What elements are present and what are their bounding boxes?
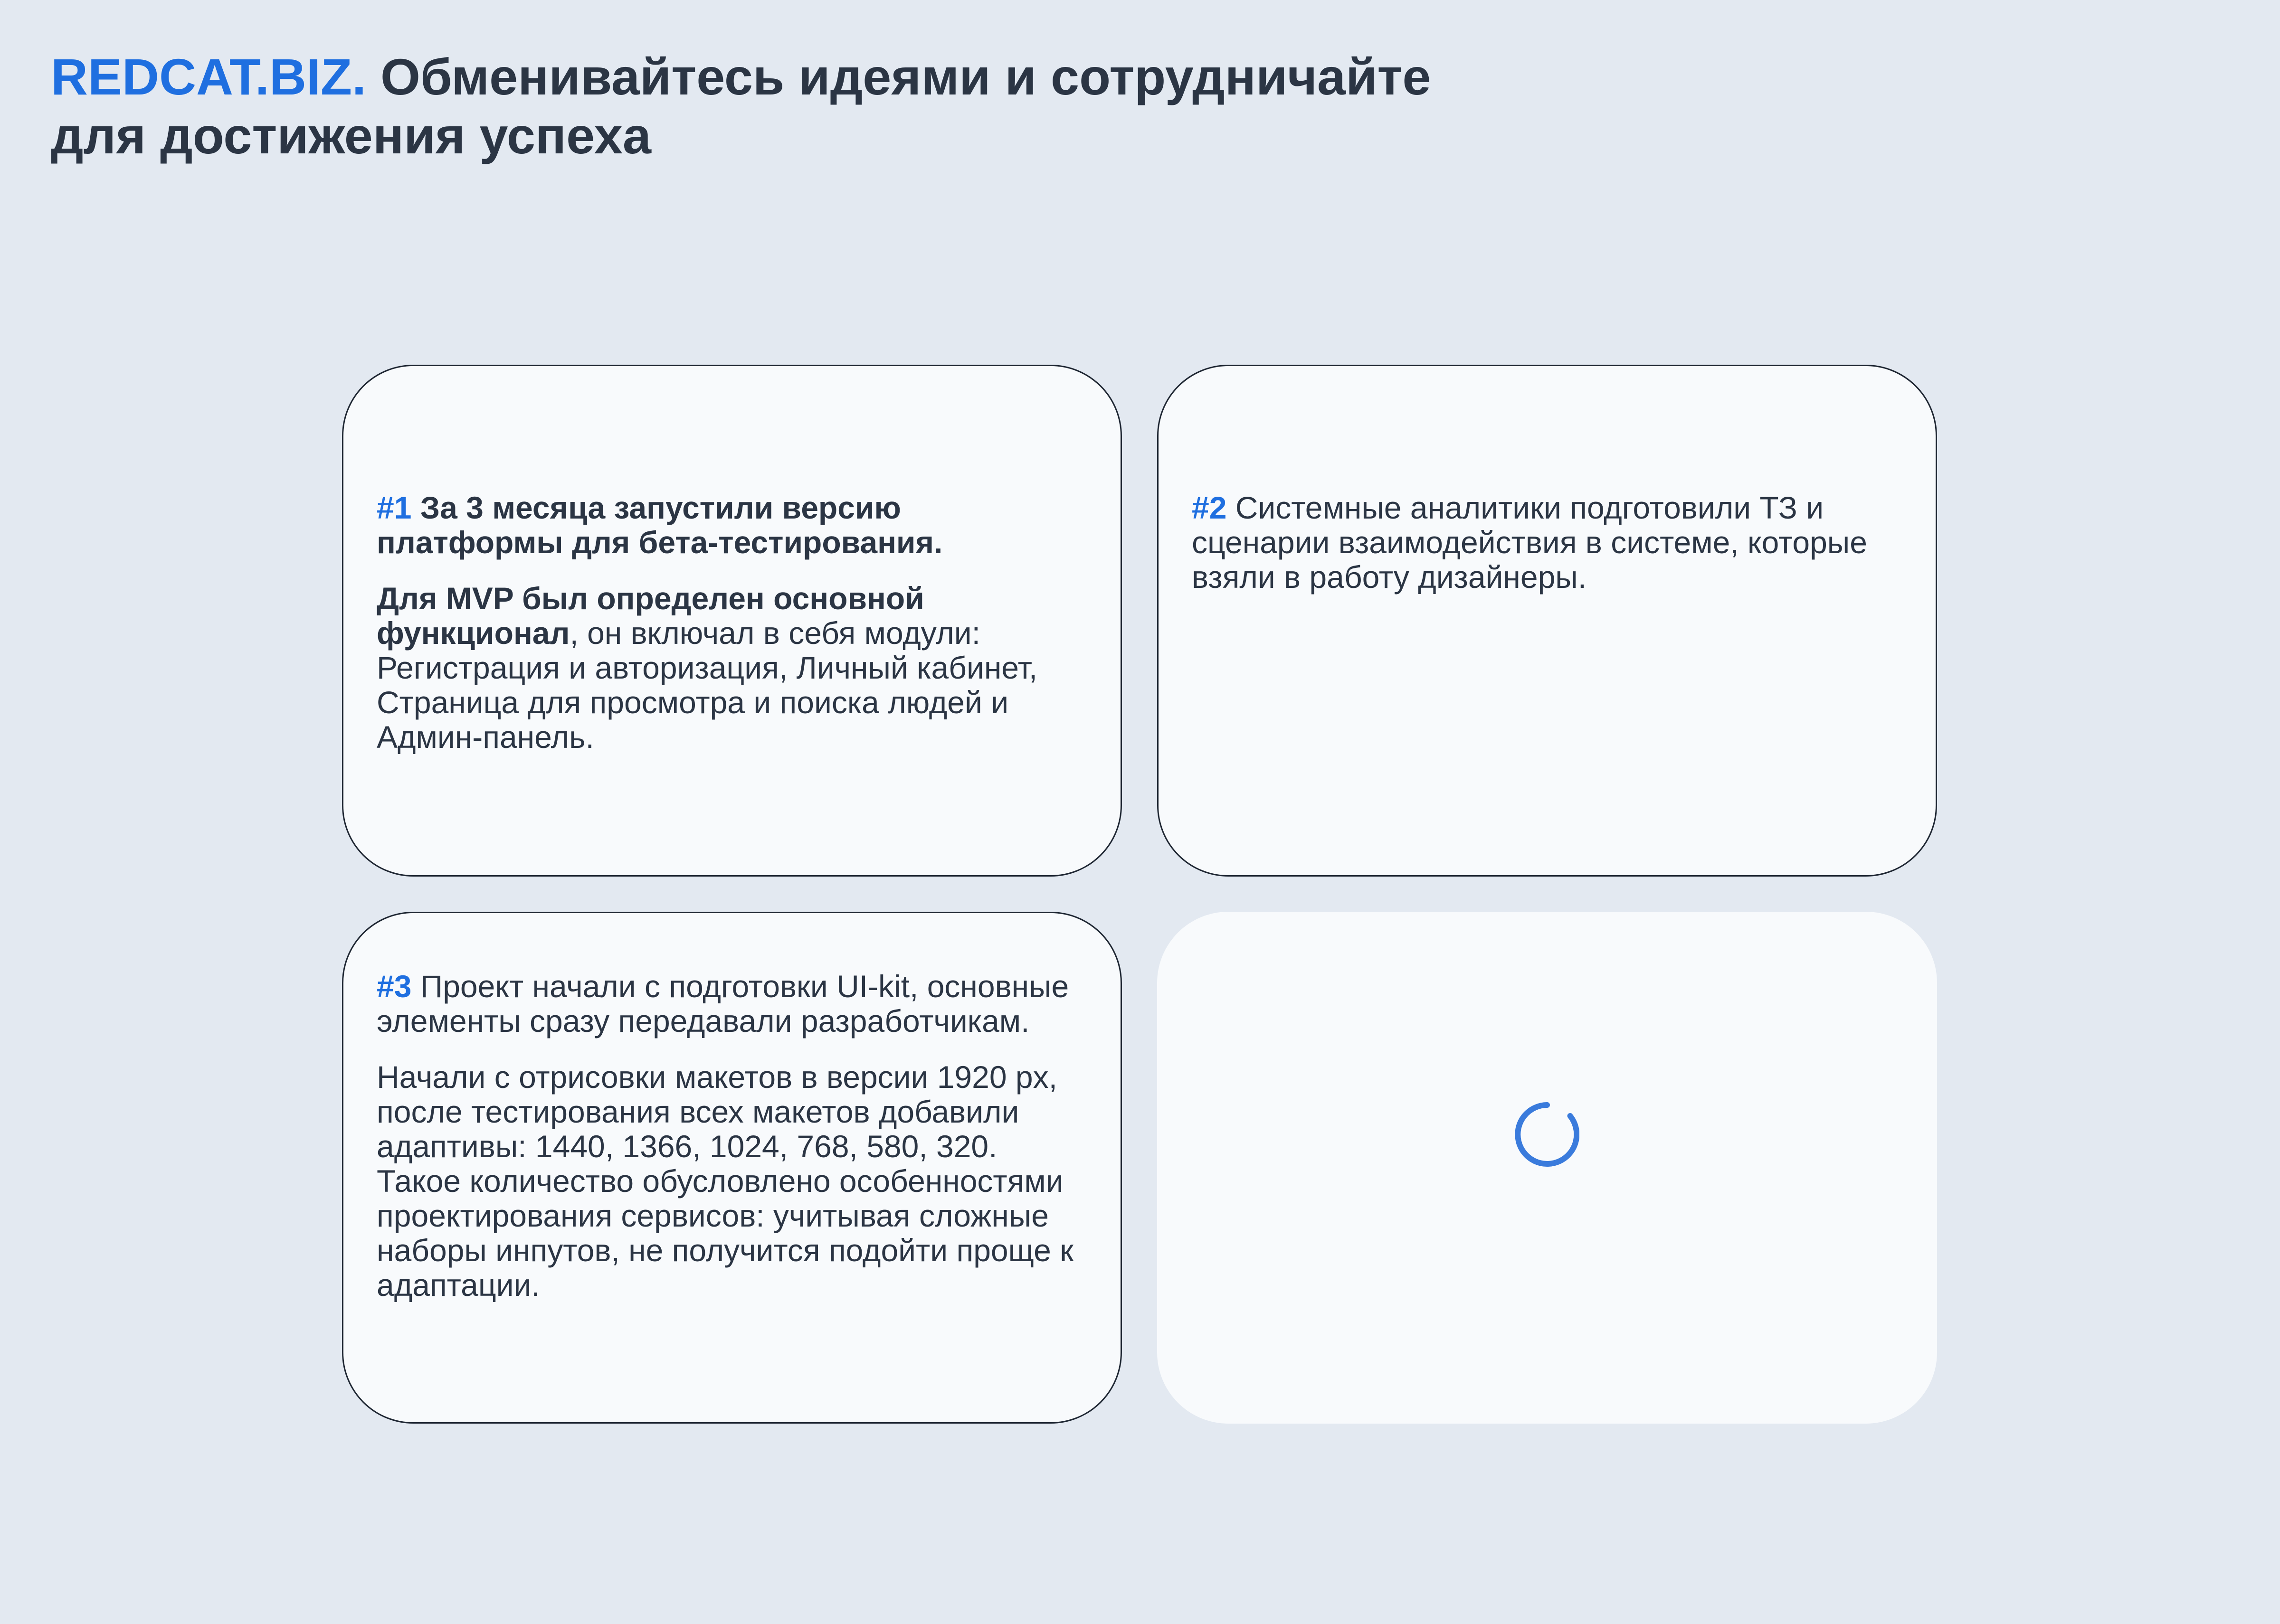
case-card-3 (342, 912, 1122, 1424)
case-card-2 (1157, 365, 1937, 877)
loading-spinner-icon (1515, 1102, 1579, 1167)
card-2-summary-text: Системные аналитики подготовили ТЗ и сценарии взаимодействия в системе, которые взяли в работу дизайнеры. (1192, 490, 1867, 595)
headline-line1: Обменивайтесь идеями и сотрудничайте (380, 48, 1431, 105)
card-3-summary (377, 969, 1087, 1039)
loading-card (1157, 912, 1937, 1424)
page-headline (51, 47, 1571, 165)
card-3-summary-text: Проект начали с подготовки UI-kit, основные элементы сразу передавали разработчикам. (377, 969, 1069, 1039)
card-1-summary (377, 491, 1087, 560)
card-1-details-bold: Для MVP был определен основной функционал (377, 581, 924, 651)
card-2-summary (1192, 491, 1902, 595)
card-2-number: #2 (1192, 490, 1227, 525)
card-3-number: #3 (377, 969, 412, 1004)
headline-line2: для достижения успеха (51, 107, 651, 164)
case-card-1 (342, 365, 1122, 877)
card-1-details-text: , он включал в себя модули: Регистрация и авторизация, Личный кабинет, Страница для просмотра и поиска людей и Админ-панель. (377, 615, 1038, 755)
card-1-details (377, 581, 1087, 755)
brand-name: REDCAT.BIZ. (51, 48, 366, 105)
card-3-details-text-b: Такое количество обусловлено особенностями проектирования сервисов: учитывая сложные наборы инпутов, не получится подойти проще к адаптации. (377, 1163, 1074, 1303)
card-3-details-text-a: Начали с отрисовки макетов в версии 1920 px, после тестирования всех макетов добавили адаптивы: 1440, 1366, 1024, 768, 580, 320. (377, 1059, 1057, 1164)
card-1-number: #1 (377, 490, 412, 525)
card-1-summary-text: За 3 месяца запустили версию платформы для бета-тестирования. (377, 490, 943, 560)
card-3-details (377, 1060, 1087, 1303)
